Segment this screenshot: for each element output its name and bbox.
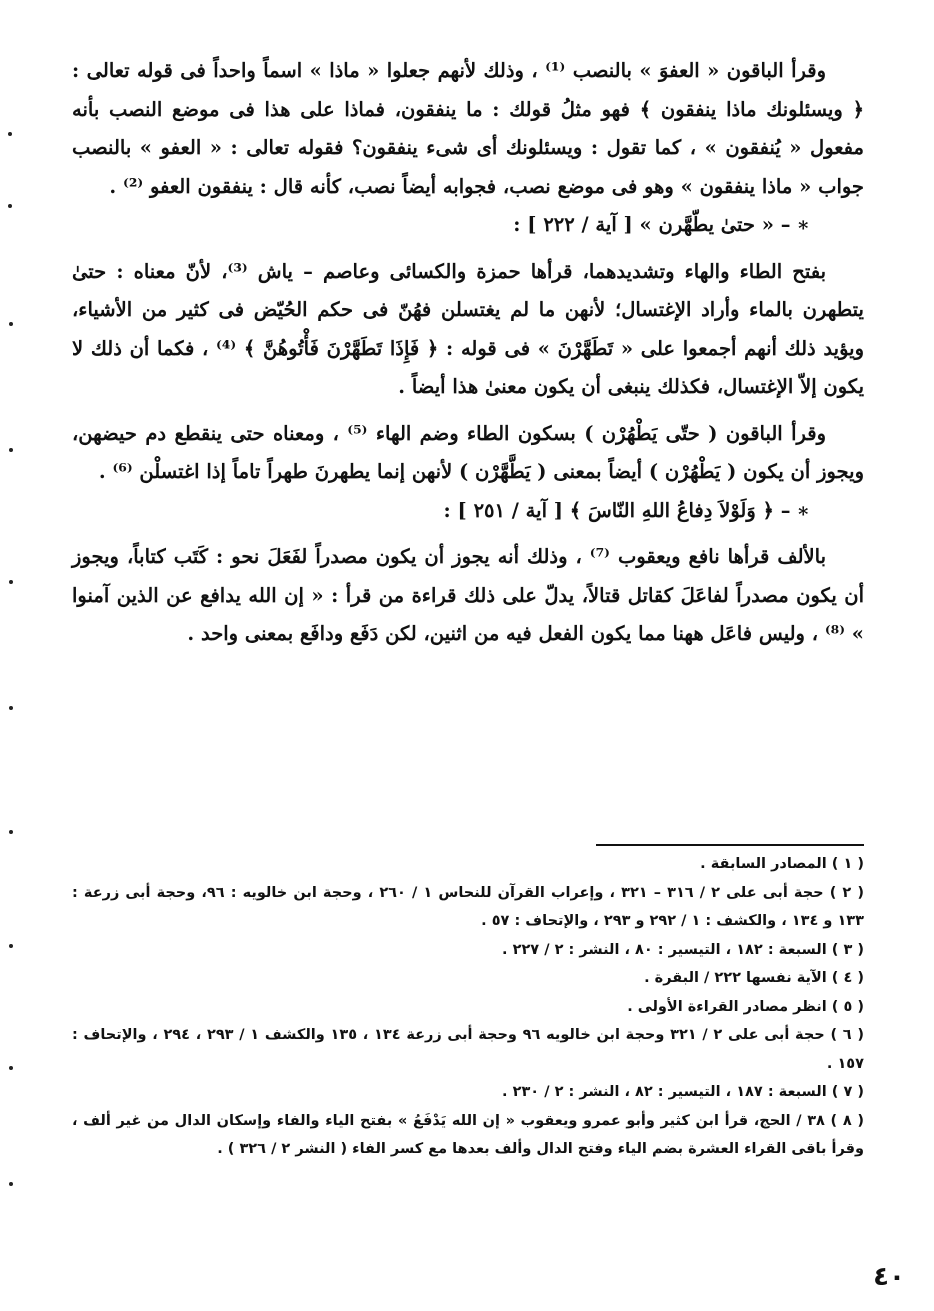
margin-dot — [9, 944, 13, 948]
footnote-item: ( ٤ ) الآية نفسها ٢٢٢ / البقرة . — [644, 970, 864, 986]
verse-heading-text: – « حتىٰ يطّهَّرن » [ آية / ٢٢٢ ] : — [513, 213, 791, 236]
footnote-item: ( ٧ ) السبعة : ١٨٧ ، التيسير : ٨٢ ، النشر : ٢ / ٢٣٠ . — [502, 1084, 864, 1100]
footnote-item: ( ١ ) المصادر السابقة . — [700, 856, 864, 872]
footnote-item: ( ٢ ) حجة أبى على ٢ / ٣١٦ – ٣٢١ ، وإعراب القرآن للنحاس ١ / ٢٦٠ ، وحجة ابن خالويه : ٩٦، وحجة أبى زرعة : ١٣٣ و ١٣٤ ، والكشف : ١ / ٢٩٢ و ٢٩٣ ، والإتحاف : ٥٧ . — [72, 884, 865, 929]
margin-dot — [9, 322, 13, 326]
paragraph: بالألف قرأها نافع ويعقوب ⁽⁷⁾ ، وذلك أنه يجوز أن يكون مصدراً لفَعَلَ نحو : كَتَب كتاباً، ويجوز أن يكون مصدراً لفاعَلَ كقاتل قتالاً، يدلّ على ذلك قراءة من قرأ : « إن الله يدافع عن الذين آمنوا » ⁽⁸⁾ ، وليس فاعَل ههنا مما يكون الفعل فيه من اثنين، لكن دَفَع ودافَع بمعنى واحد . — [72, 545, 864, 645]
verse-heading-text: – ﴿ وَلَوْلاَ دِفاعُ اللهِ النّاسَ ﴾ [ آية / ٢٥١ ] : — [443, 498, 791, 522]
star-icon: ∗ — [796, 498, 810, 522]
footnote-item: ( ٥ ) انظر مصادر القراءة الأولى . — [627, 998, 864, 1015]
footnote-item: ( ٣ ) السبعة : ١٨٢ ، التيسير : ٨٠ ، النشر : ٢ / ٢٢٧ . — [502, 941, 864, 958]
margin-dot — [9, 706, 13, 710]
footnote-item: ( ٨ ) ٣٨ / الحج، قرأ ابن كثير وأبو عمرو ويعقوب « إن الله يَدْفَعُ » بفتح الياء والفاء وإسكان الدال من غير ألف ، وقرأ باقى القراء العشرة بضم الياء وفتح الدال وألف بعدها مع كسر الفاء ( النشر ٢ / ٣٢٦ ) . — [72, 1112, 864, 1157]
margin-dot — [9, 830, 13, 834]
paragraph: وقرأ الباقون « العفوَ » بالنصب ⁽¹⁾ ، وذلك لأنهم جعلوا « ماذا » اسماً واحداً فى قوله تعالى : ﴿ ويسئلونك ماذا ينفقون ﴾ فهو مثلُ قولك : ما ينفقون، فماذا على هذا فى موضع النصب بأنه مفعول « يُنفقون » ، كما تقول : ويسئلونك أى شىء ينفقون؟ فقوله تعالى : « العفو » بالنصب جواب « ماذا ينفقون » وهو فى موضع نصب، فجوابه أيضاً نصب، كأنه قال : ينفقون العفو ⁽²⁾ . — [72, 59, 864, 198]
star-icon: ∗ — [796, 213, 810, 236]
footnote-divider — [596, 844, 864, 846]
margin-dot — [9, 580, 13, 584]
margin-dot — [9, 448, 13, 452]
paragraph: وقرأ الباقون ( حتّى يَطْهُرْن ) بسكون الطاء وضم الهاء ⁽⁵⁾ ، ومعناه حتى ينقطع دم حيضهن، ويجوز أن يكون ( يَطْهُرْن ) أيضاً بمعنى ( يَطَّهَّرْن ) لأنهن إنما يطهرنَ طهراً تاماً إذا اغتسلْن ⁽⁶⁾ . — [72, 421, 864, 483]
page-number: ٤٠ — [873, 1262, 905, 1292]
verse-heading — [72, 206, 864, 245]
verse-heading — [72, 492, 864, 531]
margin-dot — [9, 1066, 13, 1070]
footnotes — [72, 850, 864, 1164]
margin-dot — [9, 1182, 13, 1186]
paragraph: بفتح الطاء والهاء وتشديدهما، قرأها حمزة والكسائى وعاصم – ياش ⁽³⁾، لأنّ معناه : حتىٰ يتطهرن بالماء وأراد الإغتسال؛ لأنهن ما لم يغتسلن فهُنّ فى حكم الحُيّض فى كثير من الأشياء، ويؤيد ذلك أنهم أجمعوا على « تَطَهَّرْنَ » فى قوله : ﴿ فَإِذَا تَطَهَّرْنَ فَأْتُوهُنَّ ﴾ ⁽⁴⁾ ، فكما أن ذلك لا يكون إلاّ الإغتسال، فكذلك ينبغى أن يكون معنىٰ هذا أيضاً . — [72, 259, 864, 398]
main-text — [72, 52, 864, 654]
footnote-item: ( ٦ ) حجة أبى على ٢ / ٣٢١ وحجة ابن خالويه ٩٦ وحجة أبى زرعة ١٣٤ ، ١٣٥ والكشف ١ / ٢٩٣ ، ٢٩٤ ، والإتحاف : ١٥٧ . — [72, 1027, 865, 1072]
margin-dot — [8, 204, 12, 208]
margin-dot — [8, 132, 12, 136]
